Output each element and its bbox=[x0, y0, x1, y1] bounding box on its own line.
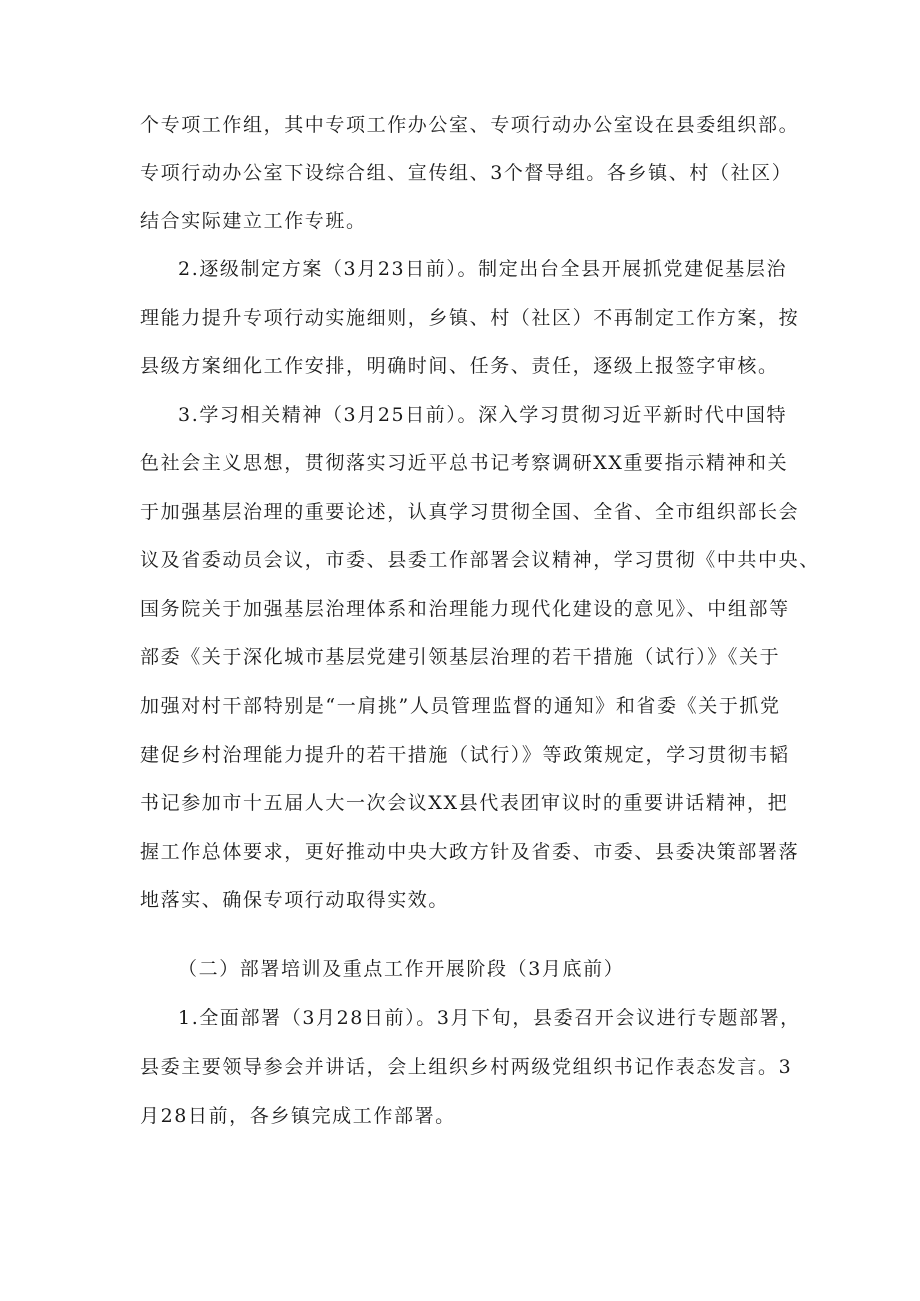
intro-line-1: 个专项工作组，其中专项工作办公室、专项行动办公室设在县委组织部。 bbox=[140, 114, 800, 136]
intro-line-2: 专项行动办公室下设综合组、宣传组、3个督导组。各乡镇、村（社区） bbox=[140, 162, 793, 184]
item2-line-3: 县级方案细化工作安排，明确时间、任务、责任，逐级上报签字审核。 bbox=[140, 355, 779, 377]
s2-item1-line-3: 月28日前，各乡镇完成工作部署。 bbox=[140, 1105, 456, 1127]
item3-line-1: 3.学习相关精神（3月25日前）。深入学习贯彻习近平新时代中国特 bbox=[178, 404, 788, 426]
item3-line-7: 加强对村干部特别是“一肩挑”人员管理监督的通知》和省委《关于抓党 bbox=[140, 695, 781, 717]
s2-item1-line-1: 1.全面部署（3月28日前）。3月下旬，县委召开会议进行专题部署， bbox=[178, 1007, 801, 1029]
item3-line-5: 国务院关于加强基层治理体系和治理能力现代化建设的意见》、中组部等 bbox=[140, 598, 790, 620]
item3-line-11: 地落实、确保专项行动取得实效。 bbox=[140, 889, 450, 911]
item3-line-8: 建促乡村治理能力提升的若干措施（试行）》等政策规定，学习贯彻韦韬 bbox=[140, 744, 790, 766]
intro-line-3: 结合实际建立工作专班。 bbox=[140, 210, 367, 232]
item2-line-2: 理能力提升专项行动实施细则，乡镇、村（社区）不再制定工作方案，按 bbox=[140, 307, 800, 329]
item3-line-3: 于加强基层治理的重要论述，认真学习贯彻全国、全省、全市组织部长会 bbox=[140, 501, 800, 523]
section-heading: （二）部署培训及重点工作开展阶段（3月底前） bbox=[178, 958, 625, 980]
item3-line-4: 议及省委动员会议，市委、县委工作部署会议精神，学习贯彻《中共中央、 bbox=[140, 549, 820, 571]
item3-line-6: 部委《关于深化城市基层党建引领基层治理的若干措施（试行）》《关于 bbox=[140, 646, 781, 668]
item2-line-1: 2.逐级制定方案（3月23日前）。制定出台全县开展抓党建促基层治 bbox=[178, 258, 788, 280]
item3-line-2: 色社会主义思想，贯彻落实习近平总书记考察调研XX重要指示精神和关 bbox=[140, 452, 789, 474]
item3-line-9: 书记参加市十五届人大一次会议XX县代表团审议时的重要讲话精神，把 bbox=[140, 792, 789, 814]
s2-item1-line-2: 县委主要领导参会并讲话，会上组织乡村两级党组织书记作表态发言。3 bbox=[140, 1056, 793, 1078]
item3-line-10: 握工作总体要求，更好推动中央大政方针及省委、市委、县委决策部署落 bbox=[140, 841, 800, 863]
